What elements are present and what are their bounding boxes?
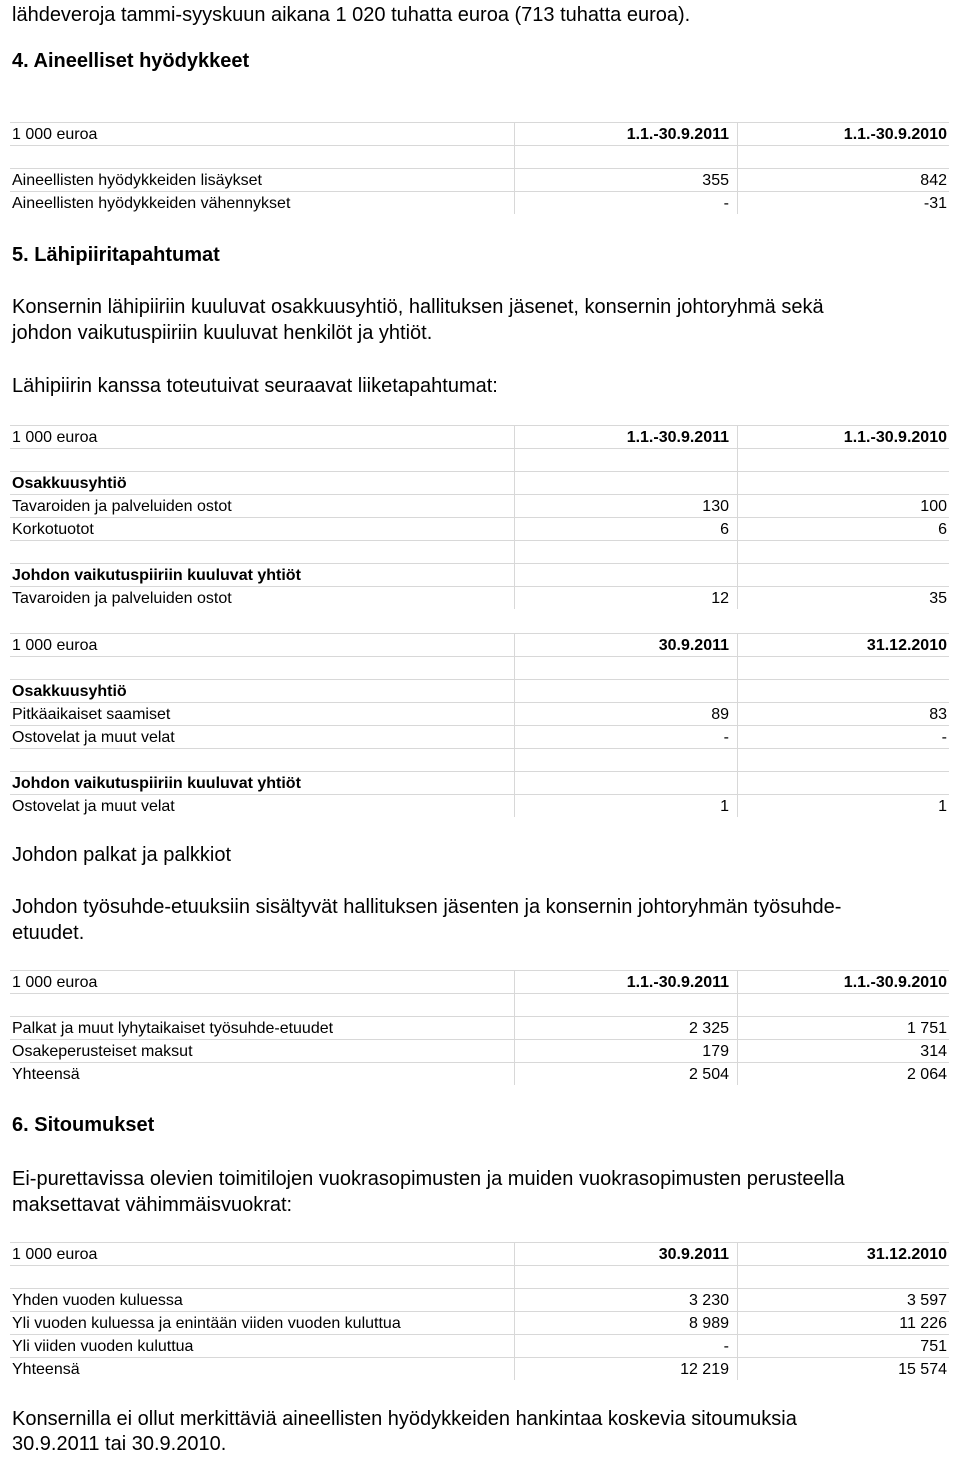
header-cell: 1.1.-30.9.2010 [843, 429, 947, 446]
section-4-heading: 4. Aineelliset hyödykkeet [12, 50, 250, 72]
row-value: 2 325 [688, 1020, 729, 1037]
row-label: Palkat ja muut lyhytaikaiset työsuhde-etuudet [12, 1020, 334, 1037]
table-management-compensation [10, 970, 949, 1085]
row-value: 2 064 [906, 1066, 947, 1083]
row-label: Ostovelat ja muut velat [12, 798, 175, 815]
header-cell: 1 000 euroa [12, 126, 98, 143]
row-value: - [723, 195, 729, 212]
table-header-row [10, 122, 949, 145]
row-value: - [941, 729, 947, 746]
row-value: -31 [923, 195, 947, 212]
table-row [10, 702, 949, 725]
row-value: 83 [929, 706, 947, 723]
row-value: 12 219 [680, 1361, 729, 1378]
header-cell: 1 000 euroa [12, 637, 98, 654]
row-value: 2 504 [688, 1066, 729, 1083]
row-value: 842 [920, 172, 947, 189]
table-row [10, 191, 949, 214]
row-label: Aineellisten hyödykkeiden vähennykset [12, 195, 291, 212]
table-header-row [10, 425, 949, 448]
row-value: 15 574 [898, 1361, 947, 1378]
row-value: 179 [702, 1043, 729, 1060]
row-value: 1 751 [906, 1020, 947, 1037]
group-row [10, 679, 949, 702]
spacer-row [10, 448, 949, 471]
spacer-row [10, 540, 949, 563]
paragraph-line: 30.9.2011 tai 30.9.2010. [12, 1433, 227, 1455]
header-cell: 1.1.-30.9.2011 [626, 126, 729, 143]
row-value: 11 226 [899, 1315, 947, 1332]
header-cell: 1.1.-30.9.2011 [626, 429, 729, 446]
row-label: Yhteensä [12, 1361, 80, 1378]
row-value: 6 [938, 521, 947, 538]
table-related-balances [10, 633, 949, 817]
group-label: Osakkuusyhtiö [12, 683, 127, 700]
row-value: 35 [929, 590, 947, 607]
table-row [10, 725, 949, 748]
row-label: Ostovelat ja muut velat [12, 729, 175, 746]
paragraph-line: johdon vaikutuspiiriin kuuluvat henkilöt ja yhtiöt. [12, 322, 433, 344]
table-related-transactions [10, 425, 949, 609]
table-header-row [10, 633, 949, 656]
table-row [10, 168, 949, 191]
header-cell: 1 000 euroa [12, 429, 98, 446]
paragraph-line: Ei-purettavissa olevien toimitilojen vuokrasopimusten ja muiden vuokrasopimusten perusteella [12, 1168, 845, 1190]
table-row [10, 1062, 949, 1085]
spacer-row [10, 656, 949, 679]
header-cell: 30.9.2011 [658, 1246, 729, 1263]
group-row [10, 563, 949, 586]
table-row [10, 1288, 949, 1311]
spacer-row [10, 1265, 949, 1288]
table-row [10, 517, 949, 540]
row-value: - [723, 729, 729, 746]
row-label: Yli vuoden kuluessa ja enintään viiden vuoden kuluttua [12, 1315, 401, 1332]
row-value: 8 989 [688, 1315, 729, 1332]
paragraph-line: Lähipiirin kanssa toteutuivat seuraavat liiketapahtumat: [12, 375, 498, 397]
table-lease-commitments [10, 1242, 949, 1380]
spacer-row [10, 145, 949, 168]
intro-text: lähdeveroja tammi-syyskuun aikana 1 020 tuhatta euroa (713 tuhatta euroa). [12, 4, 691, 26]
row-value: 3 597 [906, 1292, 947, 1309]
table-header-row [10, 970, 949, 993]
row-value: 355 [702, 172, 729, 189]
paragraph-line: Konsernilla ei ollut merkittäviä aineellisten hyödykkeiden hankintaa koskevia sitoumuksia [12, 1408, 797, 1430]
paragraph-line: maksettavat vähimmäisvuokrat: [12, 1194, 293, 1216]
table-row [10, 1334, 949, 1357]
row-value: - [723, 1338, 729, 1355]
row-value: 314 [920, 1043, 947, 1060]
table-row [10, 1357, 949, 1380]
header-cell: 31.12.2010 [866, 1246, 947, 1263]
header-cell: 1 000 euroa [12, 1246, 98, 1263]
row-label: Yhden vuoden kuluessa [12, 1292, 183, 1309]
table-row [10, 1039, 949, 1062]
row-label: Yli viiden vuoden kuluttua [12, 1338, 194, 1355]
table-header-row [10, 1242, 949, 1265]
paragraph-line: etuudet. [12, 922, 85, 944]
table-row [10, 586, 949, 609]
row-label: Tavaroiden ja palveluiden ostot [12, 498, 232, 515]
row-value: 6 [720, 521, 729, 538]
sub-heading: Johdon palkat ja palkkiot [12, 844, 232, 866]
row-label: Korkotuotot [12, 521, 94, 538]
group-label: Johdon vaikutuspiiriin kuuluvat yhtiöt [12, 567, 301, 584]
row-label: Tavaroiden ja palveluiden ostot [12, 590, 232, 607]
row-label: Aineellisten hyödykkeiden lisäykset [12, 172, 262, 189]
table-row [10, 494, 949, 517]
spacer-row [10, 993, 949, 1016]
row-value: 89 [711, 706, 729, 723]
header-cell: 1 000 euroa [12, 974, 98, 991]
group-label: Osakkuusyhtiö [12, 475, 127, 492]
row-value: 1 [720, 798, 729, 815]
header-cell: 30.9.2011 [658, 637, 729, 654]
header-cell: 1.1.-30.9.2011 [626, 974, 729, 991]
paragraph-line: Johdon työsuhde-etuuksiin sisältyvät hallituksen jäsenten ja konsernin johtoryhmän työsuhde- [12, 896, 842, 918]
header-cell: 1.1.-30.9.2010 [843, 974, 947, 991]
row-label: Yhteensä [12, 1066, 80, 1083]
group-label: Johdon vaikutuspiiriin kuuluvat yhtiöt [12, 775, 301, 792]
section-6-heading: 6. Sitoumukset [12, 1114, 155, 1136]
row-value: 130 [702, 498, 729, 515]
row-value: 1 [938, 798, 947, 815]
row-value: 751 [920, 1338, 947, 1355]
row-value: 100 [920, 498, 947, 515]
header-cell: 1.1.-30.9.2010 [843, 126, 947, 143]
group-row [10, 471, 949, 494]
table-tangible-assets [10, 122, 949, 214]
group-row [10, 771, 949, 794]
row-value: 12 [711, 590, 729, 607]
section-5-heading: 5. Lähipiiritapahtumat [12, 244, 220, 266]
row-value: 3 230 [688, 1292, 729, 1309]
spacer-row [10, 748, 949, 771]
paragraph-line: Konsernin lähipiiriin kuuluvat osakkuusyhtiö, hallituksen jäsenet, konsernin johtoryhmä sekä [12, 296, 824, 318]
row-label: Pitkäaikaiset saamiset [12, 706, 171, 723]
table-row [10, 794, 949, 817]
table-row [10, 1311, 949, 1334]
table-row [10, 1016, 949, 1039]
header-cell: 31.12.2010 [866, 637, 947, 654]
row-label: Osakeperusteiset maksut [12, 1043, 193, 1060]
